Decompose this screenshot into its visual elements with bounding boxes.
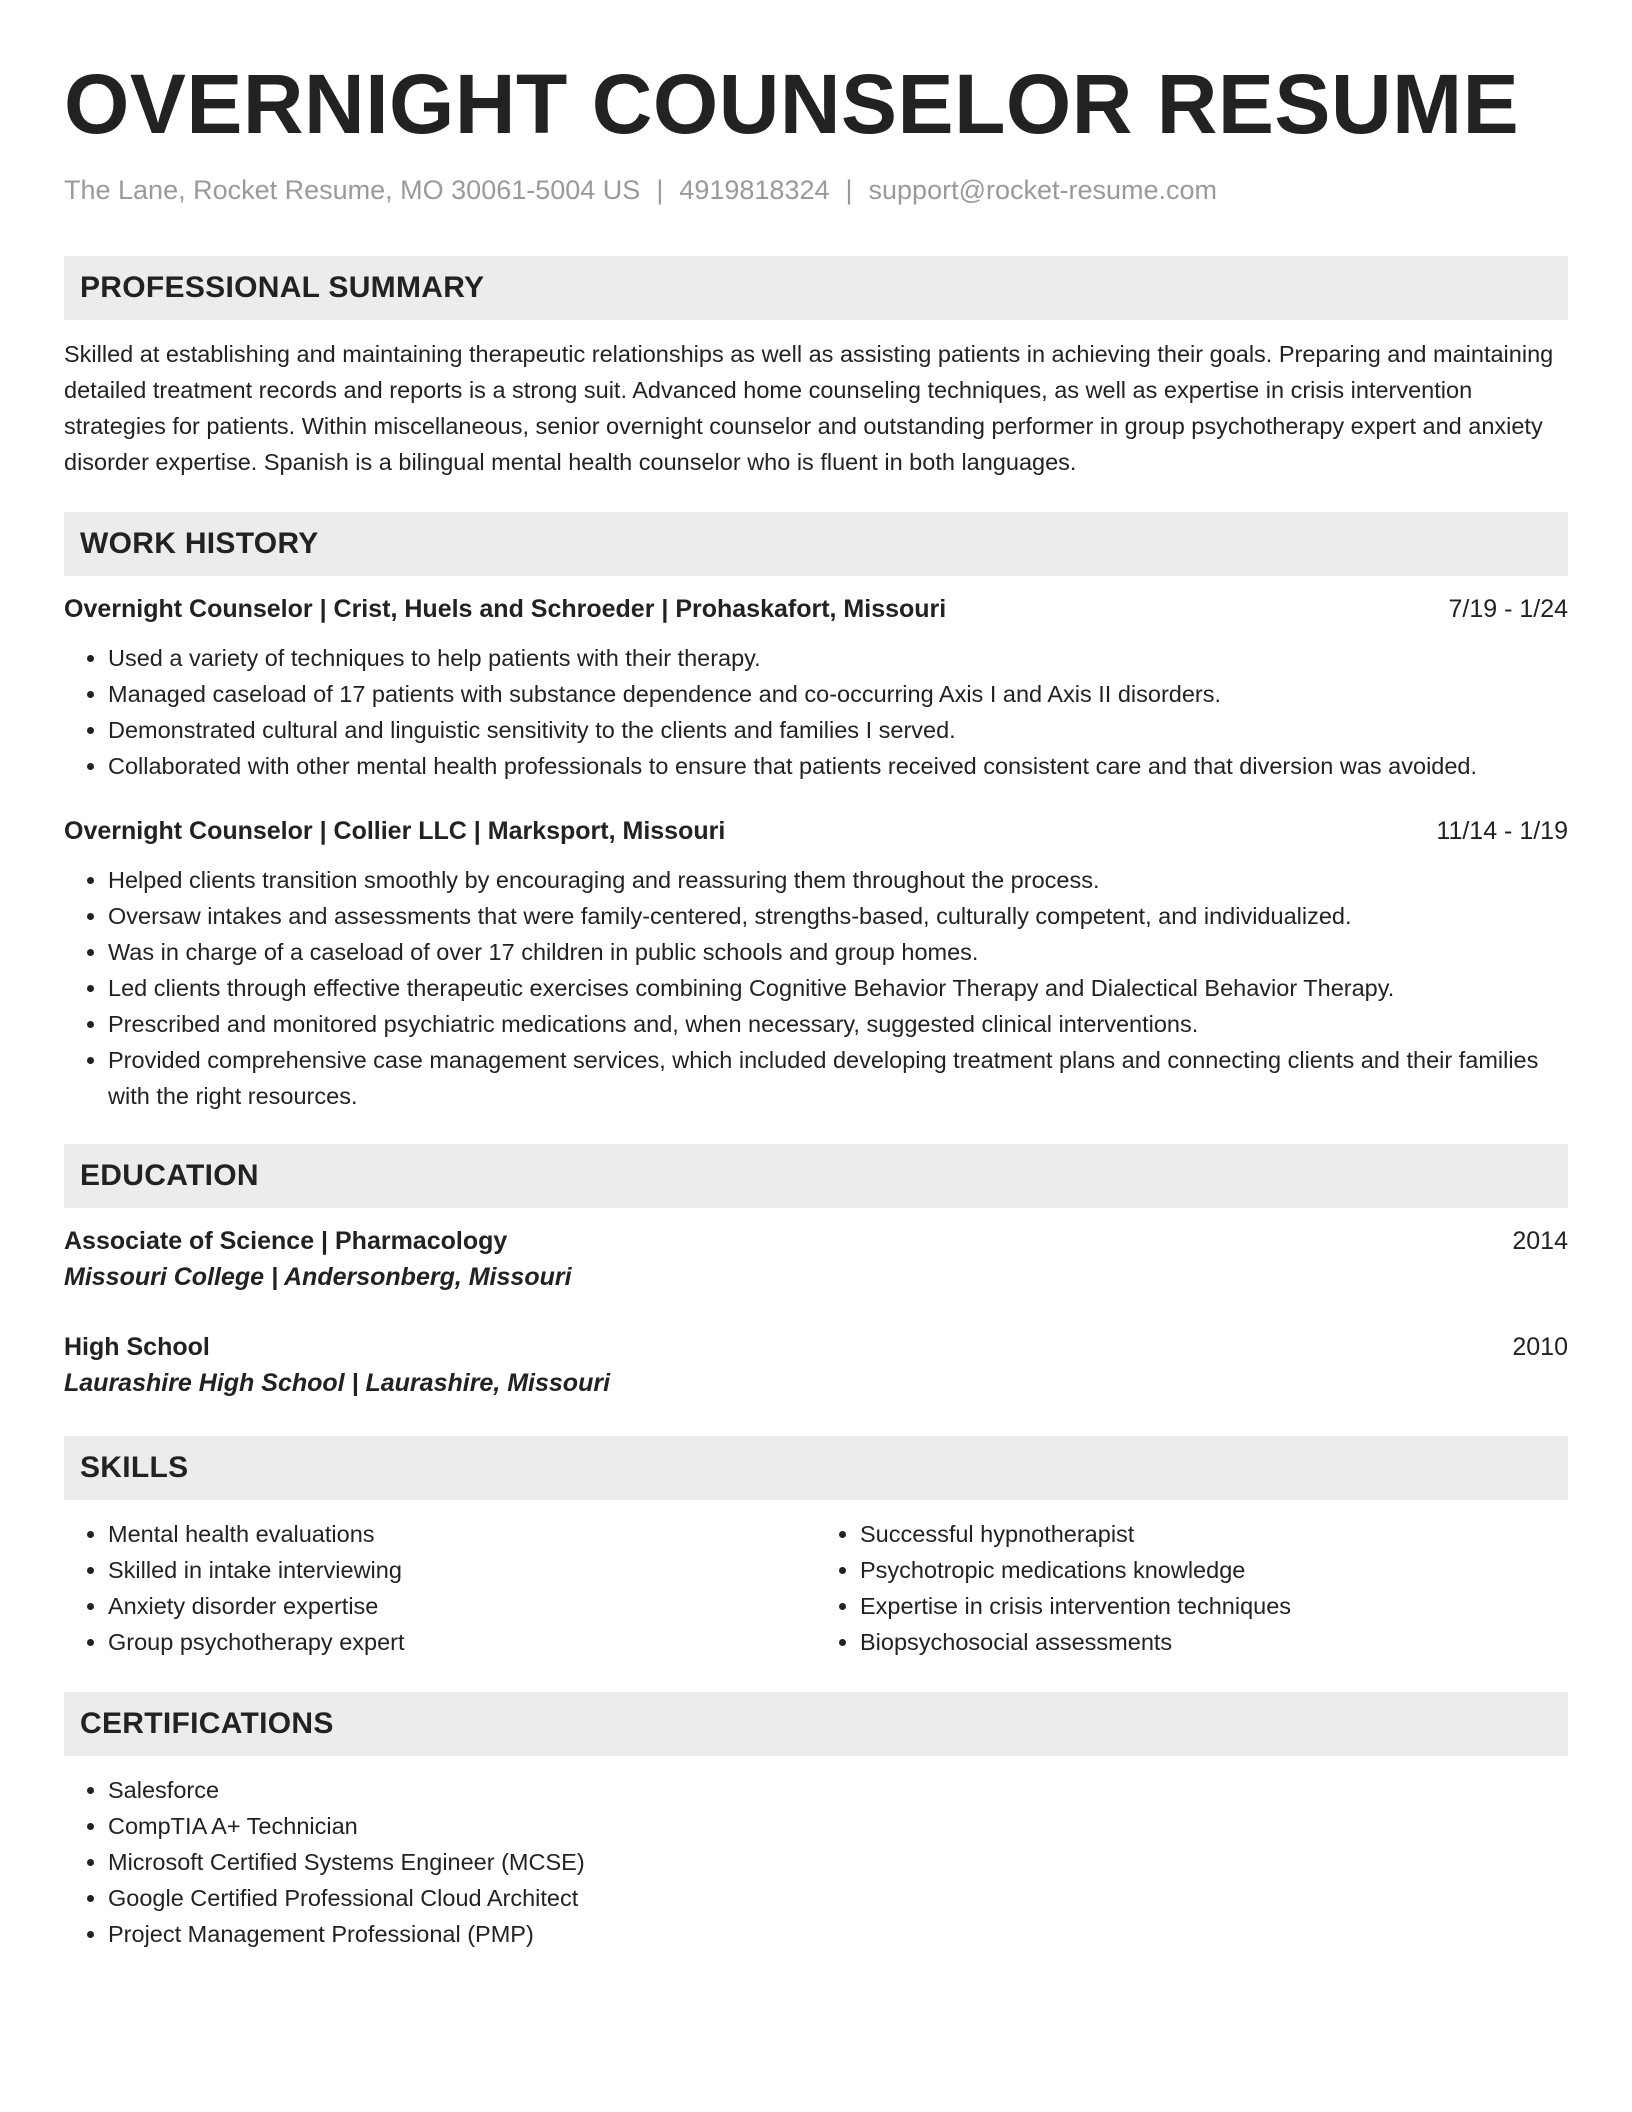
education-year: 2014: [1512, 1227, 1568, 1256]
list-item: • Google Certified Professional Cloud Architect: [108, 1880, 1568, 1916]
list-item: • Mental health evaluations: [108, 1516, 816, 1552]
list-item: • Psychotropic medications knowledge: [860, 1552, 1568, 1588]
contact-separator: |: [845, 175, 853, 205]
list-item: • Skilled in intake interviewing: [108, 1552, 816, 1588]
list-item: • Led clients through effective therapeutic exercises combining Cognitive Behavior Therapy and Dialectical Behavior Therapy.: [108, 970, 1568, 1006]
job-header: [64, 814, 1568, 848]
education-entry: [64, 1330, 1568, 1402]
job-dates: 11/14 - 1/19: [1436, 817, 1568, 846]
list-item: • Helped clients transition smoothly by encouraging and reassuring them throughout the process.: [108, 862, 1568, 898]
list-item: • Managed caseload of 17 patients with substance dependence and co-occurring Axis I and Axis II disorders.: [108, 676, 1568, 712]
list-item: • CompTIA A+ Technician: [108, 1808, 1568, 1844]
education-school: Laurashire High School | Laurashire, Missouri: [64, 1369, 611, 1398]
job-entry: [64, 592, 1568, 784]
list-item: • Expertise in crisis intervention techniques: [860, 1588, 1568, 1624]
list-item: • Project Management Professional (PMP): [108, 1916, 1568, 1952]
education-school: Missouri College | Andersonberg, Missouri: [64, 1263, 572, 1292]
list-item: • Group psychotherapy expert: [108, 1624, 816, 1660]
resume-page: [64, 56, 1568, 1952]
list-item: • Used a variety of techniques to help patients with their therapy.: [108, 640, 1568, 676]
list-item: • Biopsychosocial assessments: [860, 1624, 1568, 1660]
education-year: 2010: [1512, 1333, 1568, 1362]
list-item: • Collaborated with other mental health professionals to ensure that patients received consistent care and that diversion was avoided.: [108, 748, 1568, 784]
contact-email: support@rocket-resume.com: [868, 175, 1218, 205]
list-item: • Microsoft Certified Systems Engineer (MCSE): [108, 1844, 1568, 1880]
education-entry: [64, 1224, 1568, 1296]
contact-phone: 4919818324: [679, 175, 830, 205]
education-header: [64, 1330, 1568, 1364]
education-header: [64, 1224, 1568, 1258]
education-degree: High School: [64, 1333, 210, 1362]
job-title: Overnight Counselor | Collier LLC | Marksport, Missouri: [64, 817, 726, 846]
resume-title: OVERNIGHT COUNSELOR RESUME: [64, 57, 1520, 151]
list-item: • Provided comprehensive case management services, which included developing treatment plans and connecting clients and their families with the right resources.: [108, 1042, 1568, 1114]
section-heading-skills: SKILLS: [64, 1436, 1568, 1500]
contact-line: [64, 174, 1568, 206]
list-item: • Was in charge of a caseload of over 17 children in public schools and group homes.: [108, 934, 1568, 970]
job-title: Overnight Counselor | Crist, Huels and Schroeder | Prohaskafort, Missouri: [64, 595, 947, 624]
skills-grid: [64, 1500, 1568, 1660]
job-bullets: [64, 640, 1568, 784]
section-heading-certifications: CERTIFICATIONS: [64, 1692, 1568, 1756]
list-item: • Successful hypnotherapist: [860, 1516, 1568, 1552]
section-heading-education: EDUCATION: [64, 1144, 1568, 1208]
section-heading-work: WORK HISTORY: [64, 512, 1568, 576]
list-item: • Salesforce: [108, 1772, 1568, 1808]
education-degree: Associate of Science | Pharmacology: [64, 1227, 508, 1256]
contact-separator: |: [656, 175, 664, 205]
skills-list-right: [816, 1516, 1568, 1660]
list-item: • Demonstrated cultural and linguistic sensitivity to the clients and families I served.: [108, 712, 1568, 748]
skills-list-left: [64, 1516, 816, 1660]
contact-address: The Lane, Rocket Resume, MO 30061-5004 US: [64, 175, 641, 205]
list-item: • Anxiety disorder expertise: [108, 1588, 816, 1624]
list-item: • Oversaw intakes and assessments that were family-centered, strengths-based, culturally competent, and individualized.: [108, 898, 1568, 934]
job-header: [64, 592, 1568, 626]
job-dates: 7/19 - 1/24: [1448, 595, 1568, 624]
job-entry: [64, 814, 1568, 1114]
section-heading-summary: PROFESSIONAL SUMMARY: [64, 256, 1568, 320]
job-bullets: [64, 862, 1568, 1114]
summary-text: Skilled at establishing and maintaining therapeutic relationships as well as assisting patients in achieving their goals. Preparing and maintaining detailed treatment records and reports is a strong suit. Advanced home counseling techniques, as well as expertise in crisis intervention strategies for patients. Within miscellaneous, senior overnight counselor and outstanding performer in group psychotherapy expert and anxiety disorder expertise. Spanish is a bilingual mental health counselor who is fluent in both languages.: [64, 341, 1554, 476]
list-item: • Prescribed and monitored psychiatric medications and, when necessary, suggested clinical interventions.: [108, 1006, 1568, 1042]
certifications-list: [64, 1772, 1568, 1952]
